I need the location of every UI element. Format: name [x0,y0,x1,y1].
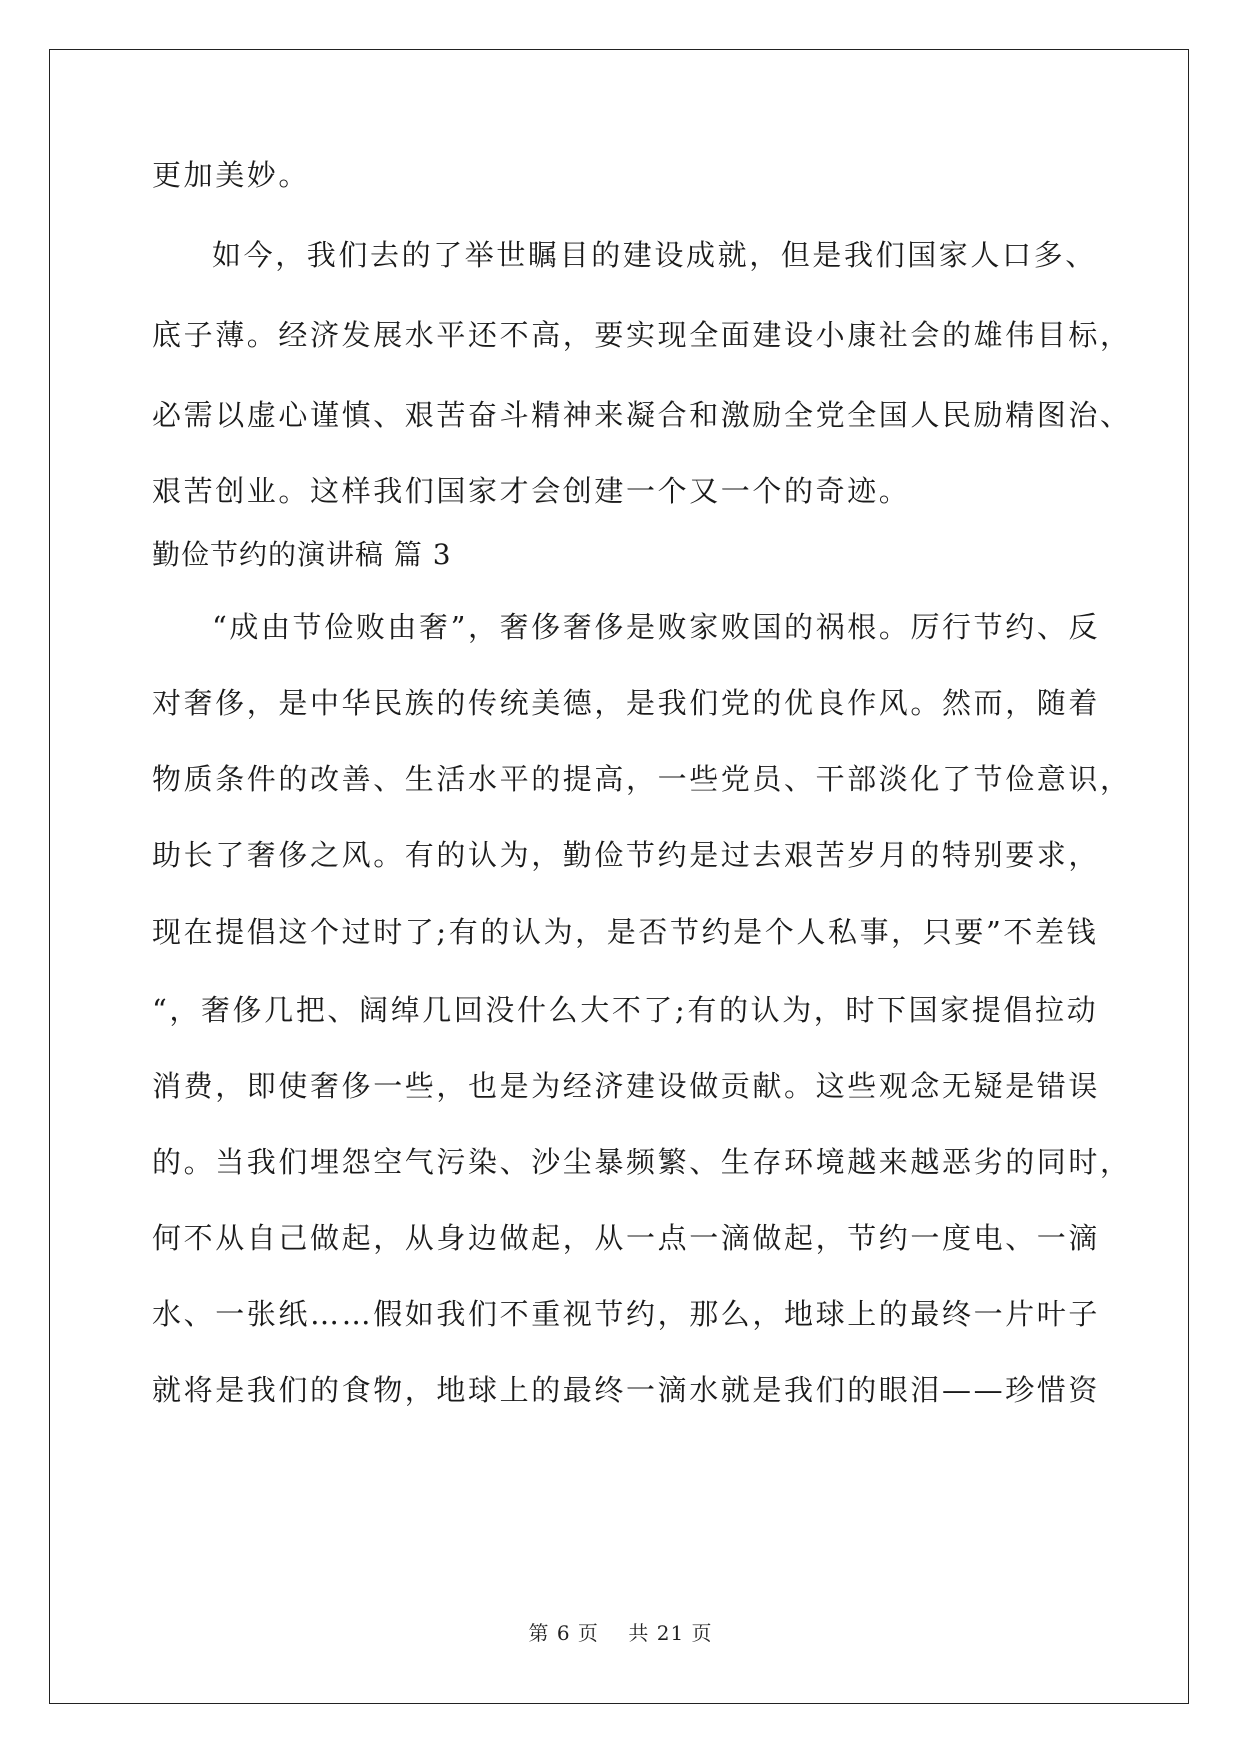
page-frame [49,49,1189,1704]
page-footer [0,1617,1241,1646]
paragraph-line: 水、一张纸……假如我们不重视节约，那么，地球上的最终一片叶子 [152,1297,1101,1331]
paragraph-line: 对奢侈，是中华民族的传统美德，是我们党的优良作风。然而，随着 [152,686,1101,720]
page-number: 第 6 页 [528,1621,599,1645]
paragraph-line: 物质条件的改善、生活水平的提高，一些党员、干部淡化了节俭意识， [152,762,1132,796]
paragraph-line: “，奢侈几把、阔绰几回没什么大不了;有的认为，时下国家提倡拉动 [152,993,1099,1027]
paragraph-line: 助长了奢侈之风。有的认为，勤俭节约是过去艰苦岁月的特别要求， [152,838,1101,872]
paragraph-line: 底子薄。经济发展水平还不高，要实现全面建设小康社会的雄伟目标， [152,318,1132,352]
paragraph-line: 必需以虚心谨慎、艰苦奋斗精神来凝合和激励全党全国人民励精图治、 [152,398,1132,432]
paragraph-line: 现在提倡这个过时了;有的认为，是否节约是个人私事，只要”不差钱 [152,915,1099,949]
paragraph-line: 艰苦创业。这样我们国家才会创建一个又一个的奇迹。 [152,474,911,508]
section-heading: 勤俭节约的演讲稿 篇 3 [152,538,452,571]
paragraph-line: 就将是我们的食物，地球上的最终一滴水就是我们的眼泪——珍惜资 [152,1373,1101,1407]
paragraph-line: 更加美妙。 [152,158,311,192]
paragraph-line: 何不从自己做起，从身边做起，从一点一滴做起，节约一度电、一滴 [152,1221,1101,1255]
paragraph-line: 如今，我们去的了举世瞩目的建设成就，但是我们国家人口多、 [212,238,1097,272]
page-total: 共 21 页 [628,1621,713,1645]
paragraph-line: 消费，即使奢侈一些，也是为经济建设做贡献。这些观念无疑是错误 [152,1069,1101,1103]
paragraph-line: “成由节俭败由奢”，奢侈奢侈是败家败国的祸根。厉行节约、反 [212,610,1101,644]
paragraph-line: 的。当我们埋怨空气污染、沙尘暴频繁、生存环境越来越恶劣的同时， [152,1145,1132,1179]
